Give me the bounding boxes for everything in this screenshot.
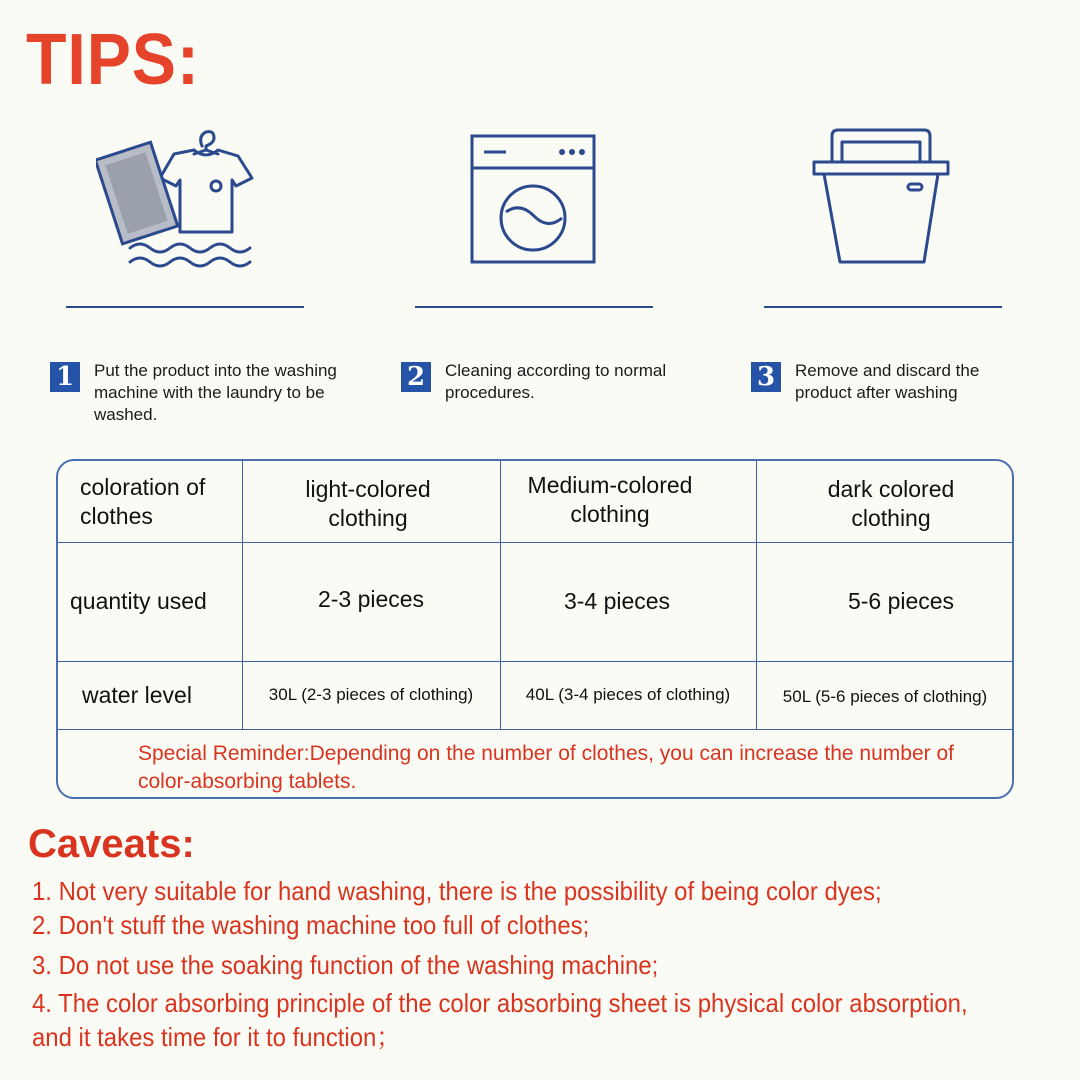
caveat-item: 4. The color absorbing principle of the color absorbing sheet is physical color absorption, and it takes time for it to function； <box>32 988 968 1052</box>
step-text: Put the product into the washing machine with the laundry to be washed. <box>94 361 337 424</box>
step-text: Cleaning according to normal procedures. <box>445 361 667 402</box>
caveat-item: 2. Don't stuff the washing machine too full of clothes; <box>32 910 590 940</box>
step-number-badge: 3 <box>751 362 781 392</box>
washing-machine-icon <box>470 134 596 264</box>
step-number-badge: 1 <box>50 362 80 392</box>
water-level-light: 30L (2-3 pieces of clothing) <box>268 685 474 704</box>
step-3 <box>751 360 1061 404</box>
step-2-divider <box>415 306 653 308</box>
water-level-medium: 40L (3-4 pieces of clothing) <box>525 685 731 704</box>
caveats-title: Caveats: <box>28 822 195 866</box>
quantity-medium: 3-4 pieces <box>563 588 671 614</box>
trash-bin-icon <box>812 128 950 266</box>
table-header-medium: Medium-colored clothing <box>527 471 693 527</box>
table-header-light: light-colored clothing <box>305 475 431 531</box>
water-level-dark: 50L (5-6 pieces of clothing) <box>782 687 988 706</box>
table-header-label: coloration of clothes <box>80 473 206 529</box>
water-level-label: water level <box>82 681 192 708</box>
usage-table <box>56 459 1014 799</box>
quantity-dark: 5-6 pieces <box>847 588 955 614</box>
step-2 <box>401 360 721 404</box>
step-text: Remove and discard the product after washing <box>795 361 980 402</box>
quantity-label: quantity used <box>70 588 207 614</box>
caveat-item: 3. Do not use the soaking function of the washing machine; <box>32 950 659 980</box>
special-reminder: Special Reminder:Depending on the number of clothes, you can increase the number of color-absorbing tablets. <box>138 742 954 793</box>
step-1-divider <box>66 306 304 308</box>
quantity-light: 2-3 pieces <box>317 586 425 612</box>
step-number-badge: 2 <box>401 362 431 392</box>
step-1 <box>50 360 380 426</box>
laundry-sheet-shirt-icon <box>96 124 258 274</box>
table-header-dark: dark colored clothing <box>827 475 955 531</box>
step-3-divider <box>764 306 1002 308</box>
caveat-item: 1. Not very suitable for hand washing, there is the possibility of being color dyes; <box>32 876 882 906</box>
page-title: TIPS: <box>26 20 200 100</box>
